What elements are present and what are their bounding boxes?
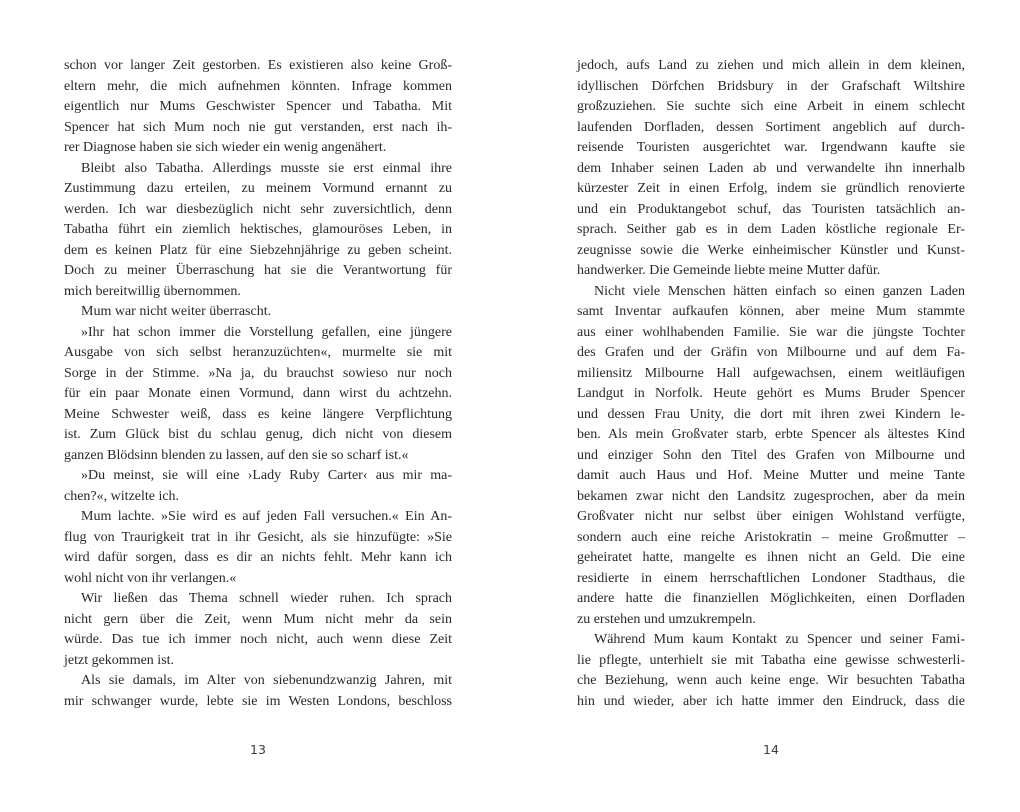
text-line-content: reisende Touristen ausgerichtet war. Irgendwann kaufte sie — [577, 140, 965, 155]
text-line — [577, 200, 965, 221]
text-line-content: aus einer wohlhabenden Familie. Sie war die jüngste Tochter — [577, 324, 965, 340]
text-line — [64, 569, 452, 590]
text-line — [577, 425, 965, 446]
text-line-content: residierte in einem herrschaftlichen Londoner Stadthaus, die — [577, 570, 965, 586]
text-line — [577, 528, 965, 549]
text-line-content: kürzester Zeit in einen Erfolg, indem sie gründlich renovierte — [577, 181, 965, 196]
page-number-left: 13 — [250, 742, 266, 757]
text-line — [577, 159, 965, 180]
text-line-content: samt Inventar aufkaufen können, aber meine Mum stammte — [577, 304, 965, 319]
text-line — [577, 384, 965, 405]
text-line-content: chen?«, witzelte ich. — [64, 488, 180, 504]
text-line-content: Nicht viele Menschen hätten einfach so einen ganzen Laden — [594, 283, 965, 299]
text-line-content: bekamen zwar nicht den Landsitz zugesprochen, aber da mein — [577, 488, 965, 504]
text-line — [64, 138, 452, 159]
text-line-content: Großvater nicht nur selbst über einigen Wohlstand verfügte, — [577, 509, 965, 524]
page-left-text — [64, 56, 452, 712]
text-line-content: Zustimmung dazu erteilen, zu meinem Vormund ernannt zu — [64, 181, 452, 196]
text-line-content: »Du meinst, sie will eine ›Lady Ruby Carter‹ aus mir ma- — [81, 468, 452, 483]
text-line — [64, 343, 452, 364]
text-line — [64, 692, 452, 713]
text-line — [577, 466, 965, 487]
text-line-content: Als sie damals, im Alter von siebenundzwanzig Jahren, mit — [81, 673, 452, 688]
text-line — [64, 610, 452, 631]
text-line-content: Während Mum kaum Kontakt zu Spencer und seiner Fami- — [594, 632, 965, 647]
text-line-content: flug von Traurigkeit trat in ihr Gesicht, als sie hinzufügte: »Sie — [64, 529, 452, 545]
text-line — [64, 77, 452, 98]
text-line — [577, 343, 965, 364]
text-line-content: großzuziehen. Sie suchte sich eine Arbeit in einem schlecht — [577, 99, 965, 114]
text-line — [64, 261, 452, 282]
text-line-content: geheiratet hatte, mangelte es ihnen nicht an Geld. Die eine — [577, 550, 965, 565]
text-line — [577, 118, 965, 139]
text-line — [64, 651, 452, 672]
text-line-content: Meine Schwester weiß, dass es keine längere Verpflichtung — [64, 406, 452, 422]
text-line — [577, 569, 965, 590]
text-line — [64, 282, 452, 303]
text-line — [64, 466, 452, 487]
text-line — [577, 138, 965, 159]
text-line — [64, 671, 452, 692]
text-line — [64, 159, 452, 180]
text-line — [577, 651, 965, 672]
text-line-content: zu erstehen und umzukrempeln. — [577, 611, 756, 627]
text-line — [64, 241, 452, 262]
text-line — [577, 323, 965, 344]
text-line — [64, 487, 452, 508]
text-line — [64, 405, 452, 426]
text-line-content: wird dafür sorgen, dass es dir an nichts fehlt. Mehr kann ich — [64, 550, 452, 565]
text-line-content: rer Diagnose haben sie sich wieder ein wenig angenähert. — [64, 140, 387, 155]
text-line-content: lie pflegte, unterhielt sie mit Tabatha eine gewisse schwesterli- — [577, 652, 965, 668]
text-line-content: Wir ließen das Thema schnell wieder ruhen. Ich sprach — [81, 591, 452, 606]
text-line-content: eigentlich nur Mums Geschwister Spencer und Tabatha. Mit — [64, 99, 452, 114]
text-line-content: Tabatha führt ein ziemlich hektisches, glamouröses Leben, in — [64, 222, 452, 237]
text-line-content: nicht gern über die Zeit, wenn Mum nicht mehr da sein — [64, 611, 452, 627]
text-line-content: des Grafen und der Gräfin von Milbourne und auf dem Fa- — [577, 345, 965, 360]
text-line — [577, 589, 965, 610]
text-line — [577, 261, 965, 282]
text-line — [64, 425, 452, 446]
text-line-content: eltern mehr, die mich aufnehmen könnten. Infrage kommen — [64, 78, 452, 94]
text-line — [577, 671, 965, 692]
text-line — [64, 384, 452, 405]
text-line-content: Landgut in Norfolk. Heute gehört es Mums Bruder Spencer — [577, 386, 965, 401]
text-line-content: werden. Ich war diesbezüglich nicht sehr zuversichtlich, denn — [64, 201, 452, 217]
text-line — [577, 446, 965, 467]
text-line-content: laufenden Dorfladen, dessen Sortiment angeblich auf durch- — [577, 119, 965, 135]
text-line-content: jetzt gekommen ist. — [64, 652, 175, 668]
text-line-content: hin und wieder, aber ich hatte immer den Eindruck, dass die — [577, 693, 965, 709]
text-line-content: würde. Das tue ich immer noch nicht, auch wenn diese Zeit — [64, 632, 452, 647]
text-line-content: Sorge in der Stimme. »Na ja, du brauchst sowieso nur noch — [64, 365, 452, 381]
text-line-content: ist. Zum Glück bist du schlau genug, dich nicht von diesem — [64, 427, 452, 442]
text-line — [577, 507, 965, 528]
page-right-text — [577, 56, 965, 712]
text-line-content: jedoch, aufs Land zu ziehen und mich allein in dem kleinen, — [577, 58, 965, 73]
text-line-content: und einziger Sohn den Titel des Grafen von Milbourne und — [577, 447, 965, 463]
text-line — [577, 548, 965, 569]
text-line — [64, 323, 452, 344]
text-line-content: dem es keinen Platz für eine Siebzehnjährige zu geben scheint. — [64, 242, 452, 258]
text-line — [64, 200, 452, 221]
text-line — [64, 118, 452, 139]
text-line — [577, 56, 965, 77]
text-line — [64, 302, 452, 323]
text-line — [577, 692, 965, 713]
text-line-content: miliensitz Milbourne Hall aufgewachsen, einem weitläufigen — [577, 365, 965, 381]
text-line — [577, 97, 965, 118]
text-line-content: wohl nicht von ihr verlangen.« — [64, 570, 237, 586]
text-line-content: sprach. Seither gab es in dem Laden köstliche regionale Er- — [577, 222, 965, 237]
text-line — [64, 630, 452, 651]
text-line-content: zeugnisse sowie die Werke einheimischer Künstler und Kunst- — [577, 242, 965, 258]
text-line — [577, 179, 965, 200]
text-line — [64, 179, 452, 200]
text-line-content: ben. Als mein Großvater starb, erbte Spencer als ältestes Kind — [577, 427, 965, 442]
text-line-content: Doch zu meiner Überraschung hat sie die Verantwortung für — [64, 263, 452, 278]
text-line — [577, 364, 965, 385]
text-line — [577, 487, 965, 508]
text-line — [64, 97, 452, 118]
text-line-content: handwerker. Die Gemeinde liebte meine Mutter dafür. — [577, 263, 881, 278]
text-line — [64, 220, 452, 241]
text-line-content: idyllischen Dörfchen Bridsbury in der Grafschaft Wiltshire — [577, 78, 965, 94]
text-line-content: Mum war nicht weiter überrascht. — [81, 304, 272, 319]
text-line-content: dem Inhaber seinen Laden ab und verwandelte ihn innerhalb — [577, 160, 965, 176]
text-line-content: und ein Produktangebot schuf, das Touristen tatsächlich an- — [577, 201, 965, 217]
text-line — [64, 446, 452, 467]
text-line — [64, 589, 452, 610]
text-line — [64, 528, 452, 549]
page-number-right: 14 — [763, 742, 779, 757]
text-line — [577, 77, 965, 98]
text-line-content: ganzen Blödsinn blenden zu lassen, auf den sie so scharf ist.« — [64, 447, 409, 463]
text-line — [577, 241, 965, 262]
text-line-content: Ausgabe von sich selbst heranzuzüchten«, murmelte sie mit — [64, 345, 452, 360]
text-line — [577, 610, 965, 631]
text-line — [577, 282, 965, 303]
text-line — [64, 548, 452, 569]
text-line — [577, 302, 965, 323]
text-line-content: schon vor langer Zeit gestorben. Es existieren also keine Groß- — [64, 58, 452, 73]
text-line — [577, 220, 965, 241]
text-line-content: für ein paar Monate einen Vormund, dann wirst du achtzehn. — [64, 386, 452, 401]
text-line-content: mir schwanger wurde, lebte sie im Westen Londons, beschloss — [64, 693, 452, 709]
text-line-content: andere hatte die finanziellen Möglichkeiten, einen Dorfladen — [577, 591, 965, 606]
text-line-content: und dessen Frau Unity, die dort mit ihren zwei Kindern le- — [577, 406, 965, 422]
text-line — [64, 364, 452, 385]
text-line-content: mich bereitwillig übernommen. — [64, 283, 241, 299]
text-line-content: che Beziehung, wenn auch keine enge. Wir besuchten Tabatha — [577, 673, 965, 688]
text-line — [577, 405, 965, 426]
text-line-content: Mum lachte. »Sie wird es auf jeden Fall versuchen.« Ein An- — [81, 509, 452, 524]
text-line — [64, 507, 452, 528]
text-line-content: damit auch Haus und Hof. Meine Mutter und meine Tante — [577, 468, 965, 483]
text-line-content: »Ihr hat schon immer die Vorstellung gefallen, eine jüngere — [81, 324, 452, 340]
text-line — [577, 630, 965, 651]
text-line — [64, 56, 452, 77]
text-line-content: Spencer hat sich Mum noch nie gut verstanden, erst nach ih- — [64, 119, 452, 135]
text-line-content: sondern auch eine reiche Aristokratin – meine Großmutter – — [577, 529, 965, 545]
text-line-content: Bleibt also Tabatha. Allerdings musste sie erst einmal ihre — [81, 160, 452, 176]
